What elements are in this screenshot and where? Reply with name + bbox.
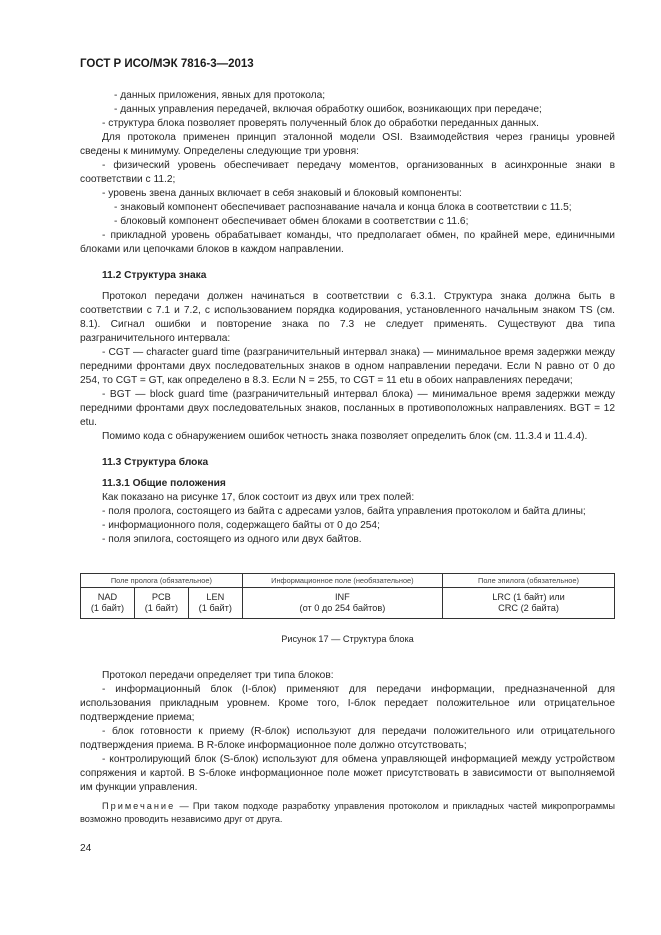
inf-cell: INF (от 0 до 254 байтов)	[242, 588, 442, 619]
paragraph: - блок готовности к приему (R-блок) используют для передачи положительного или отрицательного подтверждения приема. В R-блоке информационное поле должно отсутствовать;	[80, 726, 615, 751]
section-heading-11-2: 11.2 Структура знака	[102, 270, 207, 281]
block-structure-figure	[80, 573, 615, 619]
section-heading-11-3: 11.3 Структура блока	[102, 457, 209, 468]
paragraph: - CGT — character guard time (разграничительный интервал знака) — минимальное время задержки между передними фронтами двух последовательных знаков в одном направлении передачи. Если N равно от 0 до 254, то CGT = GT, как определено в 8.3. Если N = 255, то CGT = 11 etu в обоих направлениях передачи;	[80, 347, 615, 386]
paragraph: Помимо кода с обнаружением ошибок четность знака позволяет определить блок (см. 11.3.4 и 11.4.4).	[102, 431, 588, 442]
info-field-header: Информационное поле (необязательное)	[242, 574, 442, 588]
note	[80, 800, 615, 825]
paragraph: Для протокола применен принцип эталонной модели OSI. Взаимодействия через границы уровней сведены к минимуму. Определены следующие три уровня:	[80, 132, 615, 157]
document-header: ГОСТ Р ИСО/МЭК 7816-3—2013	[80, 58, 254, 70]
page-number: 24	[80, 843, 92, 854]
page-content	[80, 89, 615, 825]
paragraph: - контролирующий блок (S-блок) используют для обмена управляющей информацией между устройством сопряжения и картой. В S-блоке информационное поле может присутствовать в зависимости от выполняемой им функции управления.	[80, 754, 615, 793]
paragraph: - BGT — block guard time (разграничительный интервал блока) — минимальное время задержки между передними фронтами двух последовательных знаков, посланных в противоположных направлениях. BGT = 12 etu.	[80, 389, 615, 428]
paragraph: - информационный блок (I-блок) применяют для передачи информации, предназначенной для использования прикладным уровнем. Кроме того, I-блок передает положительное или отрицательное подтверждение приема;	[80, 684, 615, 723]
epilogue-cell: LRC (1 байт) или CRC (2 байта)	[443, 588, 615, 619]
paragraph: - данных приложения, явных для протокола;	[114, 90, 326, 101]
paragraph: Протокол передачи определяет три типа блоков:	[102, 670, 334, 681]
paragraph: - данных управления передачей, включая обработку ошибок, возникающих при передаче;	[114, 104, 542, 115]
nad-cell: NAD (1 байт)	[81, 588, 135, 619]
paragraph: - физический уровень обеспечивает передачу моментов, организованных в асинхронные знаки в соответствии с 11.2;	[80, 160, 615, 185]
paragraph: - прикладной уровень обрабатывает команды, что предполагает обмен, по крайней мере, единичными блоками или цепочками блоков в каждом направлении.	[80, 230, 615, 255]
paragraph: - уровень звена данных включает в себя знаковый и блоковый компоненты:	[102, 188, 462, 199]
pcb-cell: PCB (1 байт)	[134, 588, 188, 619]
subsection-heading-11-3-1: 11.3.1 Общие положения	[102, 478, 226, 489]
paragraph: - структура блока позволяет проверять полученный блок до обработки переданных данных.	[102, 118, 540, 129]
paragraph: - знаковый компонент обеспечивает распознавание начала и конца блока в соответствии с 11.5;	[114, 202, 572, 213]
note-text: — При таком подходе разработку управления протоколом и прикладных частей микропрограммы возможно проводить независимо друг от друга.	[80, 801, 615, 824]
epilogue-field-header: Поле эпилога (обязательное)	[443, 574, 615, 588]
prologue-field-header: Поле пролога (обязательное)	[81, 574, 243, 588]
len-cell: LEN (1 байт)	[188, 588, 242, 619]
paragraph: - блоковый компонент обеспечивает обмен блоками в соответствии с 11.6;	[114, 216, 469, 227]
paragraph: Как показано на рисунке 17, блок состоит из двух или трех полей:	[102, 492, 415, 503]
paragraph: - поля эпилога, состоящего из одного или двух байтов.	[102, 534, 362, 545]
paragraph: Протокол передачи должен начинаться в соответствии с 6.3.1. Структура знака должна быть в соответствии с 7.1 и 7.2, с использованием порядка кодирования, установленного начальным знаком TS (см. 8.1). Сигнал ошибки и повторение знака по 7.3 не следует применять. Существуют два типа разграничительного интервала:	[80, 291, 615, 344]
paragraph: - информационного поля, содержащего байты от 0 до 254;	[102, 520, 380, 531]
figure-caption: Рисунок 17 — Структура блока	[281, 634, 414, 644]
note-label: Примечание	[102, 801, 176, 811]
paragraph: - поля пролога, состоящего из байта с адресами узлов, байта управления протоколом и байта длины;	[102, 506, 586, 517]
